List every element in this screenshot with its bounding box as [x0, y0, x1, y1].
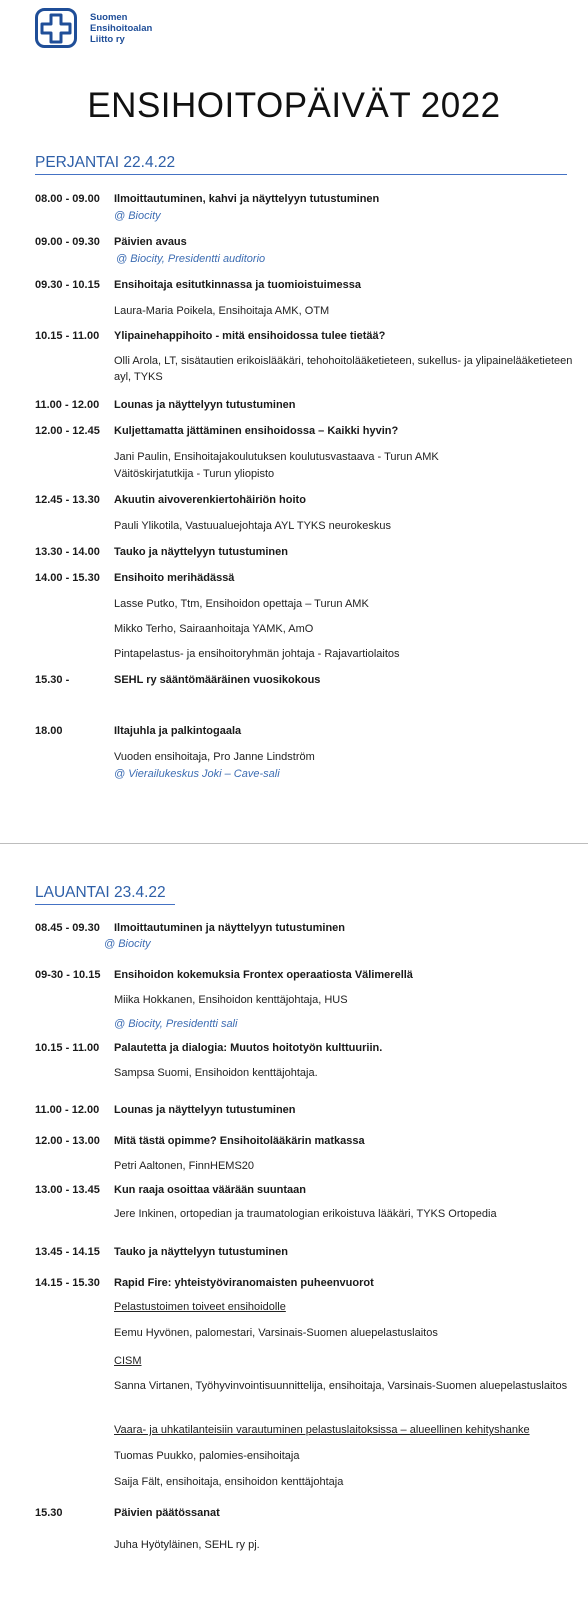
session-speaker: Pauli Ylikotila, Vastuualuejohtaja AYL TYKS neurokeskus: [114, 520, 392, 532]
session-title: Akuutin aivoverenkiertohäiriön hoito: [114, 494, 306, 506]
session-time: 10.15 - 11.00: [35, 330, 100, 342]
session-speaker: Laura-Maria Poikela, Ensihoitaja AMK, OTM: [114, 305, 330, 317]
session-title: Ilmoittautuminen ja näyttelyyn tutustuminen: [114, 922, 346, 934]
page-title: ENSIHOITOPÄIVÄT 2022: [87, 86, 501, 125]
session-speaker: Tuomas Puukko, palomies-ensihoitaja: [114, 1450, 300, 1462]
session-time: 15.30: [35, 1507, 63, 1519]
session-title: Mitä tästä opimme? Ensihoitolääkärin matkassa: [114, 1135, 365, 1147]
session-speaker: Olli Arola, LT, sisätautien erikoislääkäri, tehohoitolääketieteen, sukellus- ja ylipainelääketieteen ayl, TYKS: [114, 355, 573, 383]
session-speaker: Eemu Hyvönen, palomestari, Varsinais-Suomen aluepelastuslaitos: [114, 1327, 438, 1339]
subtopic-title: Pelastustoimen toiveet ensihoidolle: [114, 1301, 286, 1313]
session-speaker: Pintapelastus- ja ensihoitoryhmän johtaja - Rajavartiolaitos: [114, 648, 400, 660]
session-time: 09.30 - 10.15: [35, 279, 100, 291]
session-time: 14.00 - 15.30: [35, 572, 100, 584]
subtopic-title: CISM: [114, 1355, 142, 1367]
session-time: 18.00: [35, 725, 63, 737]
session-speaker: Mikko Terho, Sairaanhoitaja YAMK, AmO: [114, 623, 314, 635]
session-time: 12.45 - 13.30: [35, 494, 100, 506]
session-speaker: Väitöskirjatutkija - Turun yliopisto: [114, 468, 275, 480]
cross-logo-icon: [35, 8, 77, 48]
session-speaker: Jani Paulin, Ensihoitajakoulutuksen koulutusvastaava - Turun AMK: [114, 451, 439, 463]
session-speaker: Lasse Putko, Ttm, Ensihoidon opettaja – Turun AMK: [114, 598, 369, 610]
session-venue: @ Biocity: [114, 210, 161, 222]
session-title: Lounas ja näyttelyyn tutustuminen: [114, 1104, 296, 1116]
org-name: [90, 12, 152, 45]
session-title: Ilmoittautuminen, kahvi ja näyttelyyn tutustuminen: [114, 193, 380, 205]
session-time: 11.00 - 12.00: [35, 399, 100, 411]
session-time: 11.00 - 12.00: [35, 1104, 100, 1116]
session-title: Kuljettamatta jättäminen ensihoidossa – Kaikki hyvin?: [114, 425, 399, 437]
session-time: 08.00 - 09.00: [35, 193, 100, 205]
session-time: 10.15 - 11.00: [35, 1042, 100, 1054]
friday-heading: PERJANTAI 22.4.22: [35, 154, 567, 175]
session-title: Ylipainehappihoito - mitä ensihoidossa tulee tietää?: [114, 330, 386, 342]
session-title: Kun raaja osoittaa väärään suuntaan: [114, 1184, 306, 1196]
org-logo: [35, 8, 195, 50]
session-title: Ensihoitaja esitutkinnassa ja tuomioistuimessa: [114, 279, 361, 291]
org-name-line-3: Liitto ry: [90, 34, 125, 45]
session-speaker: Juha Hyötyläinen, SEHL ry pj.: [114, 1539, 260, 1551]
session-speaker: Miika Hokkanen, Ensihoidon kenttäjohtaja, HUS: [114, 994, 348, 1006]
session-speaker: Sanna Virtanen, Työhyvinvointisuunnittelija, ensihoitaja, Varsinais-Suomen aluepelastuslaitos: [114, 1380, 568, 1392]
session-title: Tauko ja näyttelyyn tutustuminen: [114, 1246, 288, 1258]
session-time: 09-30 - 10.15: [35, 969, 101, 981]
session-time: 09.00 - 09.30: [35, 236, 100, 248]
subtopic-title: Vaara- ja uhkatilanteisiin varautuminen pelastuslaitoksissa – alueellinen kehityshanke: [114, 1424, 530, 1436]
session-time: 13.30 - 14.00: [35, 546, 100, 558]
session-speaker: Vuoden ensihoitaja, Pro Janne Lindström: [114, 751, 315, 763]
session-title: Ensihoito merihädässä: [114, 572, 235, 584]
section-divider: [0, 843, 588, 844]
session-time: 15.30 -: [35, 674, 70, 686]
session-venue: @ Biocity: [104, 938, 151, 950]
session-speaker: Jere Inkinen, ortopedian ja traumatologian erikoistuva lääkäri, TYKS Ortopedia: [114, 1208, 497, 1220]
session-speaker: Petri Aaltonen, FinnHEMS20: [114, 1160, 255, 1172]
session-title: Lounas ja näyttelyyn tutustuminen: [114, 399, 296, 411]
session-title: SEHL ry sääntömääräinen vuosikokous: [114, 674, 321, 686]
session-time: 12.00 - 13.00: [35, 1135, 100, 1147]
saturday-heading: LAUANTAI 23.4.22: [35, 884, 175, 905]
session-venue: @ Biocity, Presidentti auditorio: [116, 253, 266, 265]
org-name-line-1: Suomen: [90, 12, 128, 23]
session-time: 13.00 - 13.45: [35, 1184, 100, 1196]
session-title: Päivien avaus: [114, 236, 187, 248]
session-title: Rapid Fire: yhteistyöviranomaisten puheenvuorot: [114, 1277, 374, 1289]
session-title: Tauko ja näyttelyyn tutustuminen: [114, 546, 288, 558]
org-name-line-2: Ensihoitoalan: [90, 23, 153, 34]
session-time: 14.15 - 15.30: [35, 1277, 100, 1289]
session-title: Ensihoidon kokemuksia Frontex operaatiosta Välimerellä: [114, 969, 413, 981]
session-title: Iltajuhla ja palkintogaala: [114, 725, 242, 737]
session-venue: @ Vierailukeskus Joki – Cave-sali: [114, 768, 280, 780]
session-speaker: Saija Fält, ensihoitaja, ensihoidon kenttäjohtaja: [114, 1476, 344, 1488]
session-speaker: Sampsa Suomi, Ensihoidon kenttäjohtaja.: [114, 1067, 318, 1079]
session-venue: @ Biocity, Presidentti sali: [114, 1018, 238, 1030]
session-title: Päivien päätössanat: [114, 1507, 220, 1519]
session-title: Palautetta ja dialogia: Muutos hoitotyön kulttuuriin.: [114, 1042, 383, 1054]
session-time: 12.00 - 12.45: [35, 425, 100, 437]
session-time: 08.45 - 09.30: [35, 922, 100, 934]
session-time: 13.45 - 14.15: [35, 1246, 100, 1258]
